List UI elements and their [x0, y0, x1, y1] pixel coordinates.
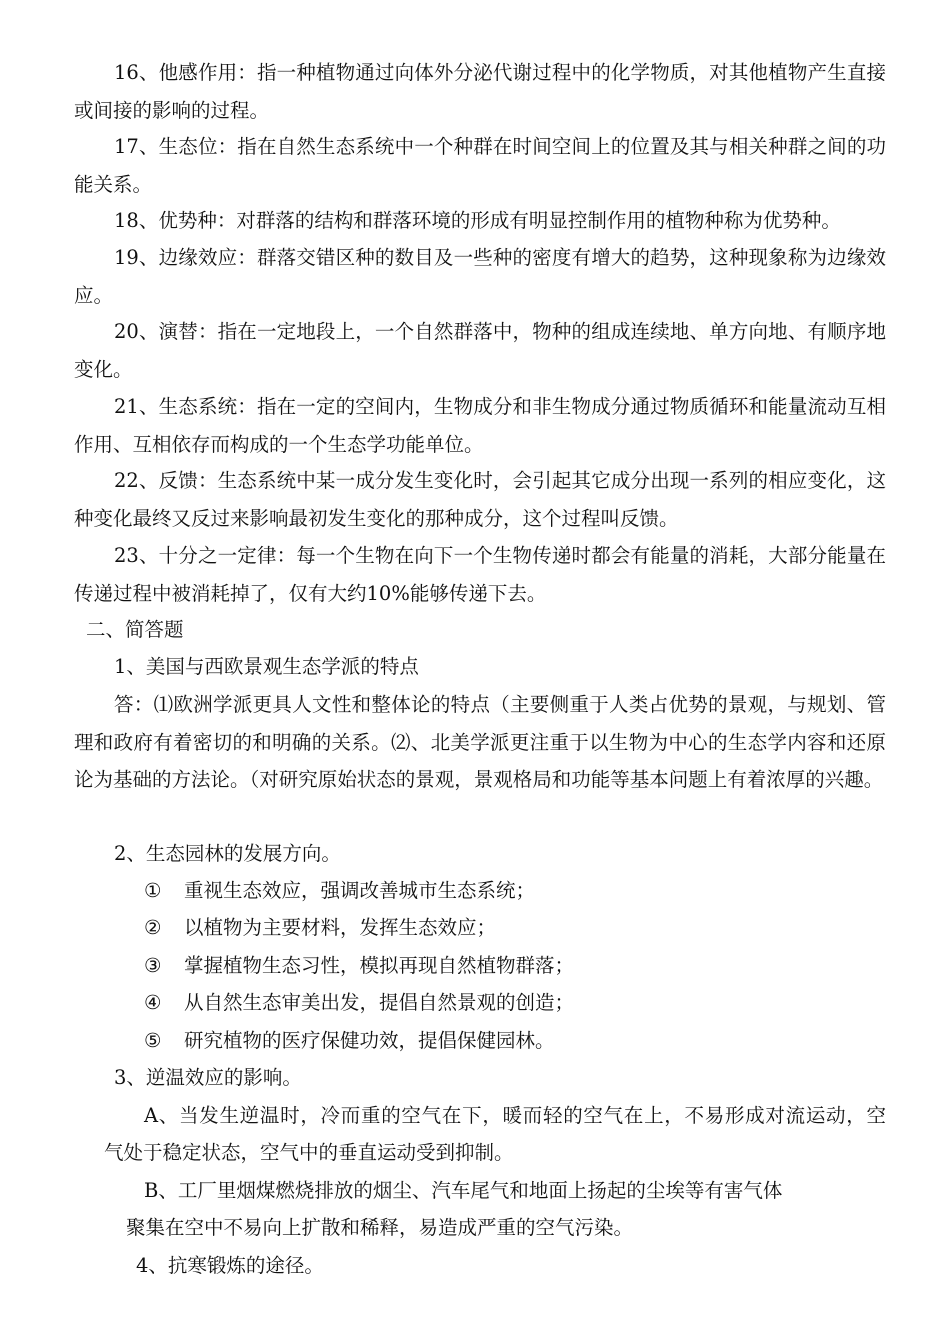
definition-22: 22、反馈：生态系统中某一成分发生变化时，会引起其它成分出现一系列的相应变化，这种变化最终又反过来影响最初发生变化的那种成分，这个过程叫反馈。	[74, 469, 886, 530]
question-1: 1、美国与西欧景观生态学派的特点	[114, 655, 419, 678]
list-item	[144, 872, 535, 910]
item-marker: ④	[144, 991, 162, 1014]
item-marker: ①	[144, 879, 162, 902]
question-3: 3、逆温效应的影响。	[114, 1066, 302, 1089]
definition-20: 20、演替：指在一定地段上，一个自然群落中，物种的组成连续地、单方向地、有顺序地变化。	[74, 320, 886, 381]
item-marker: ③	[144, 954, 162, 977]
definition-19: 19、边缘效应：群落交错区种的数目及一些种的密度有增大的趋势，这种现象称为边缘效应。	[74, 246, 886, 307]
item-text: 从自然生态审美出发，提倡自然景观的创造；	[184, 991, 575, 1014]
definition-18: 18、优势种：对群落的结构和群落环境的形成有明显控制作用的植物种称为优势种。	[114, 209, 841, 232]
definition-23: 23、十分之一定律：每一个生物在向下一个生物传递时都会有能量的消耗，大部分能量在传递过程中被消耗掉了，仅有大约10%能够传递下去。	[74, 544, 886, 605]
list-item	[144, 1022, 555, 1060]
answer-3a-line2: 气处于稳定状态，空气中的垂直运动受到抑制。	[104, 1141, 514, 1164]
list-item	[144, 947, 574, 985]
item-marker: ⑤	[144, 1029, 162, 1052]
item-text: 以植物为主要材料，发挥生态效应；	[184, 916, 497, 939]
definition-21: 21、生态系统：指在一定的空间内，生物成分和非生物成分通过物质循环和能量流动互相作用、互相依存而构成的一个生态学功能单位。	[74, 395, 886, 456]
list-item	[144, 909, 496, 947]
answer-3a-line1: A、当发生逆温时，冷而重的空气在下，暖而轻的空气在上，不易形成对流运动，空	[144, 1104, 886, 1127]
item-text: 掌握植物生态习性，模拟再现自然植物群落；	[184, 954, 575, 977]
definition-16: 16、他感作用：指一种植物通过向体外分泌代谢过程中的化学物质，对其他植物产生直接或间接的影响的过程。	[74, 61, 886, 122]
item-marker: ②	[144, 916, 162, 939]
list-item	[144, 984, 574, 1022]
item-text: 研究植物的医疗保健功效，提倡保健园林。	[184, 1029, 555, 1052]
answer-3b-line2: 聚集在空中不易向上扩散和稀释，易造成严重的空气污染。	[126, 1216, 634, 1239]
section-title: 二、简答题	[86, 618, 184, 641]
item-text: 重视生态效应，强调改善城市生态系统；	[184, 879, 536, 902]
answer-1: 答：⑴欧洲学派更具人文性和整体论的特点（主要侧重于人类占优势的景观，与规划、管理和政府有着密切的和明确的关系。⑵、北美学派更注重于以生物为中心的生态学内容和还原论为基础的方法论。（对研究原始状态的景观，景观格局和功能等基本问题上有着浓厚的兴趣。	[74, 693, 886, 791]
question-4: 4、抗寒锻炼的途径。	[136, 1254, 324, 1277]
answer-3b-line1: B、工厂里烟煤燃烧排放的烟尘、汽车尾气和地面上扬起的尘埃等有害气体	[144, 1179, 783, 1202]
definition-17: 17、生态位：指在自然生态系统中一个种群在时间空间上的位置及其与相关种群之间的功能关系。	[74, 135, 886, 196]
question-2: 2、生态园林的发展方向。	[114, 842, 341, 865]
